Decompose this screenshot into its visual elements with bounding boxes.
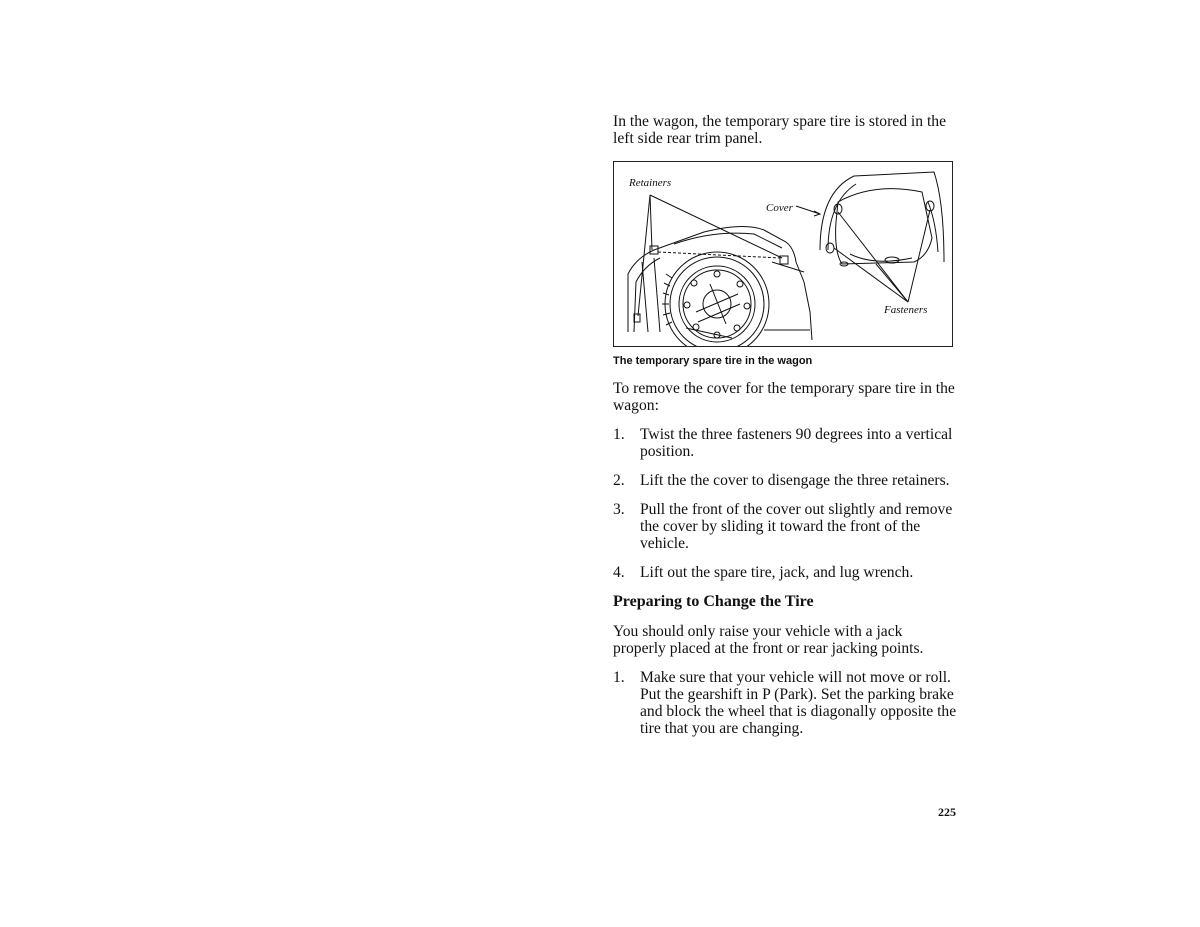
figure-caption: The temporary spare tire in the wagon [613,355,813,367]
intro-paragraph: In the wagon, the temporary spare tire is stored in the left side rear trim panel. [613,113,946,147]
step-text: Make sure that your vehicle will not move or roll. Put the gearshift in P (Park). Set the parking brake and block the wheel that is diagonally opposite the tire that you are changing. [640,669,957,737]
step-number: 1. [613,669,625,686]
step-number: 2. [613,472,625,489]
page-number: 225 [938,805,956,819]
list-item [613,426,958,460]
prep-steps-list [613,669,958,737]
step-text: Pull the front of the cover out slightly and remove the cover by sliding it toward the front of the vehicle. [640,501,953,552]
step-number: 3. [613,501,625,518]
cover-label: Cover [766,202,793,214]
retainers-label: Retainers [629,177,672,189]
spare-tire-figure [613,161,953,347]
step-text: Twist the three fasteners 90 degrees into a vertical position. [640,426,953,460]
remove-steps-list [613,426,958,581]
step-number: 1. [613,426,625,443]
section-heading: Preparing to Change the Tire [613,593,814,610]
step-text: Lift the the cover to disengage the three retainers. [640,472,950,489]
list-item [613,564,958,581]
step-number: 4. [613,564,625,581]
list-item [613,472,958,489]
list-item [613,669,958,737]
step-text: Lift out the spare tire, jack, and lug wrench. [640,564,914,581]
page-content [613,113,958,737]
list-item [613,501,958,552]
remove-intro: To remove the cover for the temporary spare tire in the wagon: [613,380,955,414]
section-intro: You should only raise your vehicle with a jack properly placed at the front or rear jacking points. [613,623,924,657]
spare-tire-illustration [614,162,953,347]
fasteners-label: Fasteners [884,304,928,316]
